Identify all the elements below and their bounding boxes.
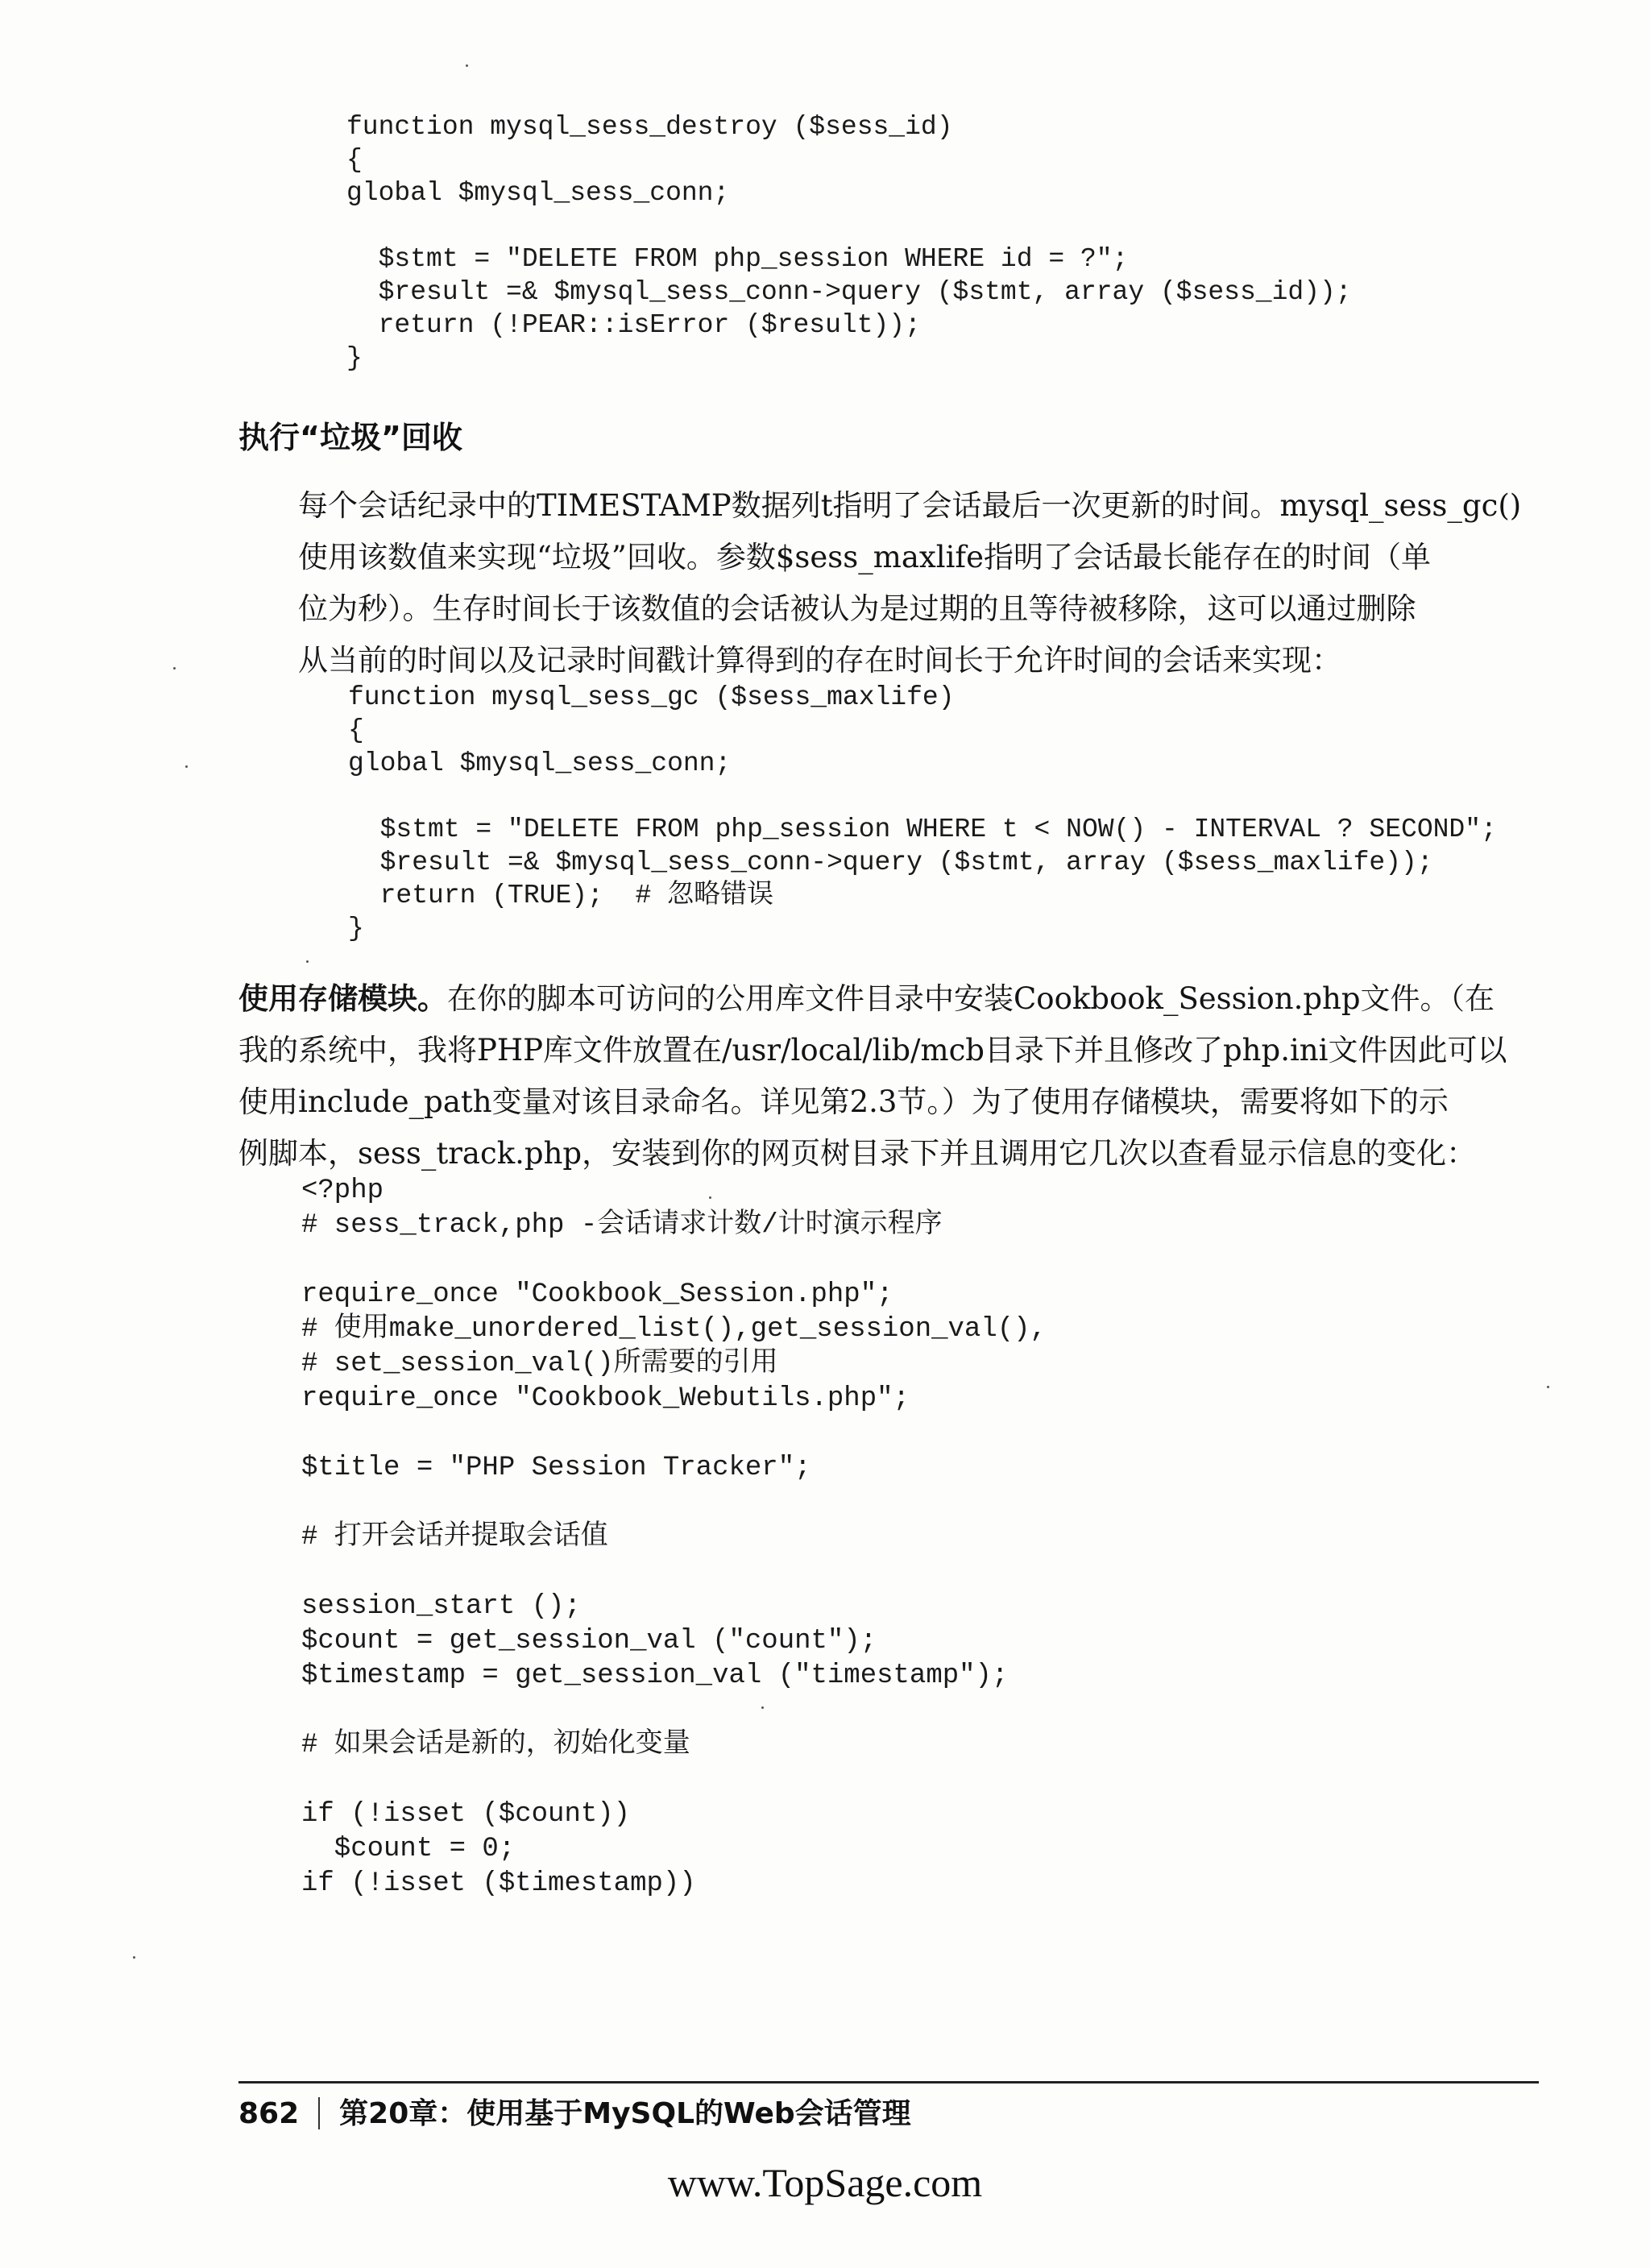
- paragraph-line: 从当前的时间以及记录时间戳计算得到的存在时间长于允许时间的会话来实现：: [298, 643, 1341, 678]
- code-line: $count = get_session_val ("count");: [301, 1626, 877, 1656]
- code-line: # 如果会话是新的，初始化变量: [301, 1730, 690, 1760]
- code-line: # sess_track,php -会话请求计数/计时演示程序: [301, 1210, 943, 1241]
- code-block-sess-track: [301, 1174, 1047, 1901]
- code-line: [348, 780, 1497, 813]
- scan-speck: [185, 765, 188, 768]
- scan-speck: [133, 1956, 135, 1959]
- code-line: <?php: [301, 1175, 384, 1206]
- paragraph-line: 我的系统中，我将PHP库文件放置在/usr/local/lib/mcb目录下并且修改了php.ini文件因此可以: [238, 1033, 1507, 1068]
- code-line: function mysql_sess_gc ($sess_maxlife): [348, 682, 955, 712]
- code-line: $result =& $mysql_sess_conn->query ($stmt, array ($sess_id));: [346, 277, 1352, 307]
- chapter-title: 第20章：使用基于MySQL的Web会话管理: [339, 2097, 911, 2130]
- code-line: function mysql_sess_destroy ($sess_id): [346, 112, 953, 142]
- code-line: $stmt = "DELETE FROM php_session WHERE t < NOW() - INTERVAL ? SECOND";: [348, 815, 1497, 844]
- paragraph-line: 使用该数值来实现“垃圾”回收。参数$sess_maxlife指明了会话最长能存在的时间（单: [298, 540, 1431, 574]
- code-line: [301, 1243, 1047, 1278]
- code-line: global $mysql_sess_conn;: [348, 748, 732, 778]
- scan-speck: [173, 667, 176, 670]
- scan-speck: [306, 960, 309, 963]
- bold-lead: 使用存储模块。: [238, 981, 447, 1016]
- code-line: # 使用make_unordered_list(),get_session_val(),: [301, 1314, 1047, 1345]
- paragraph-line: 使用include_path变量对该目录命名。详见第2.3节。）为了使用存储模块，需要将如下的示: [238, 1084, 1449, 1119]
- page-number: 862: [238, 2097, 300, 2130]
- code-line: [301, 1694, 1047, 1728]
- code-line: require_once "Cookbook_Webutils.php";: [301, 1383, 910, 1414]
- code-line: # 打开会话并提取会话值: [301, 1522, 608, 1553]
- code-line: {: [348, 715, 364, 745]
- code-line: [346, 209, 1352, 243]
- code-line: [301, 1416, 1047, 1451]
- code-line: $result =& $mysql_sess_conn->query ($stmt, array ($sess_maxlife));: [348, 848, 1433, 877]
- code-line: $stmt = "DELETE FROM php_session WHERE id = ?";: [346, 244, 1129, 274]
- footer-rule: [238, 2081, 1539, 2083]
- paragraph-line: 每个会话纪录中的TIMESTAMP数据列t指明了会话最后一次更新的时间。mysql_sess_gc(): [298, 488, 1522, 523]
- page-footer: [238, 2091, 911, 2132]
- paragraph-storage-module: [238, 973, 1507, 1180]
- code-line: require_once "Cookbook_Session.php";: [301, 1279, 893, 1310]
- code-block-destroy: [346, 110, 1352, 375]
- code-line: if (!isset ($count)): [301, 1799, 631, 1830]
- code-line: }: [346, 343, 363, 373]
- scan-speck: [709, 1196, 711, 1199]
- paragraph-line-rest: 在你的脚本可访问的公用库文件目录中安装Cookbook_Session.php文件。（在: [447, 981, 1495, 1016]
- code-line: session_start ();: [301, 1591, 581, 1622]
- code-line: # set_session_val()所需要的引用: [301, 1349, 778, 1379]
- code-line: return (TRUE); # 忽略错误: [348, 881, 774, 910]
- section-heading: 执行“垃圾”回收: [238, 420, 462, 455]
- code-block-gc: [348, 681, 1497, 945]
- watermark: www.TopSage.com: [667, 2160, 983, 2205]
- scan-speck: [761, 1706, 764, 1709]
- paragraph-line: 例脚本，sess_track.php，安装到你的网页树目录下并且调用它几次以查看显示信息的变化：: [238, 1136, 1477, 1171]
- code-line: {: [346, 145, 363, 175]
- code-line: [301, 1486, 1047, 1520]
- code-line: $timestamp = get_session_val ("timestamp");: [301, 1661, 1009, 1691]
- code-line: global $mysql_sess_conn;: [346, 178, 730, 208]
- code-line: }: [348, 914, 364, 943]
- code-line: if (!isset ($timestamp)): [301, 1868, 696, 1899]
- code-line: $title = "PHP Session Tracker";: [301, 1453, 811, 1483]
- paragraph-garbage-collection: [298, 480, 1521, 686]
- scan-speck: [466, 64, 468, 67]
- paragraph-line: 位为秒）。生存时间长于该数值的会话被认为是过期的且等待被移除，这可以通过删除: [298, 591, 1416, 626]
- code-line: [301, 1763, 1047, 1797]
- code-line: [301, 1555, 1047, 1590]
- paragraph-line: [238, 973, 1507, 1025]
- code-line: $count = 0;: [301, 1834, 516, 1864]
- code-line: return (!PEAR::isError ($result));: [346, 310, 921, 340]
- scan-speck: [1547, 1386, 1549, 1388]
- footer-separator: [318, 2097, 320, 2129]
